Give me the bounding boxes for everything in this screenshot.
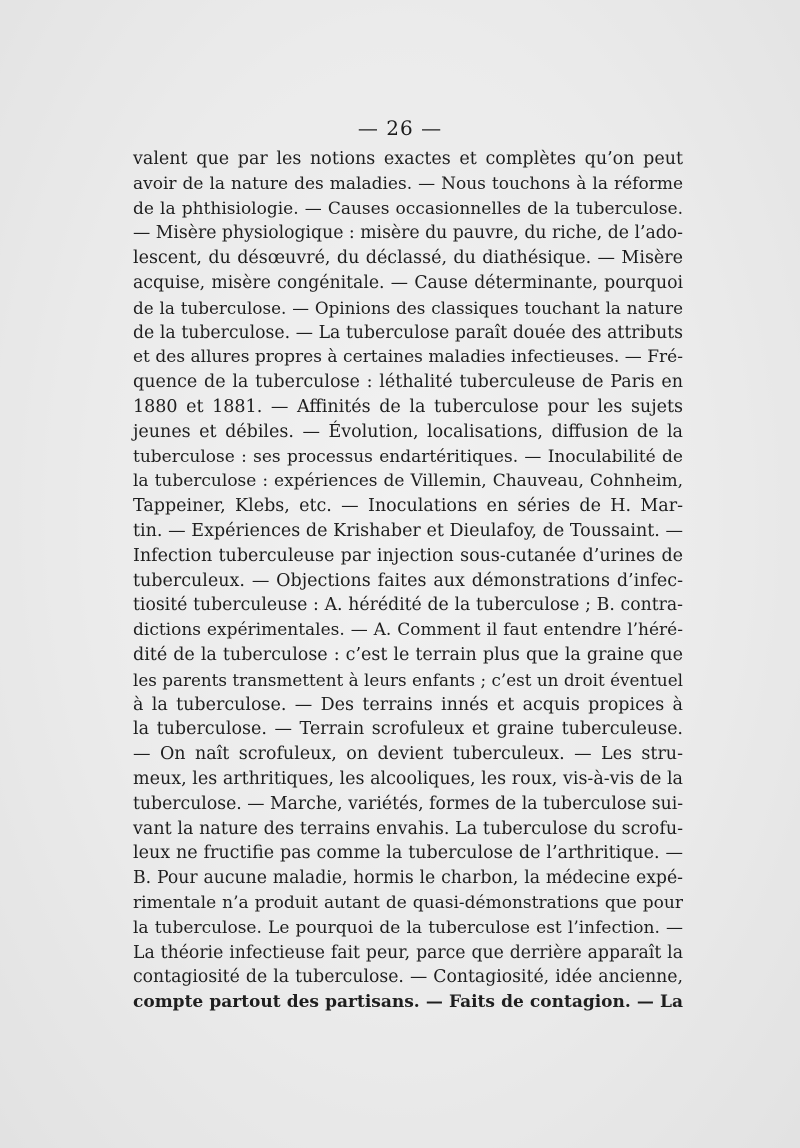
text-line: de la tuberculose. — Opinions des classiques touchant la nature	[133, 297, 683, 318]
text-line: dictions expérimentales. — A. Comment il faut entendre l’héré-	[133, 620, 683, 641]
text-line: La théorie infectieuse fait peur, parce que derrière apparaît la	[133, 942, 683, 963]
text-line: tuberculose : ses processus endartéritiques. — Inoculabilité de	[133, 446, 683, 467]
text-line: de la phthisiologie. — Causes occasionnelles de la tuberculose.	[133, 198, 683, 219]
text-line: tuberculose. — Marche, variétés, formes de la tuberculose sui-	[133, 793, 684, 814]
body-text	[133, 147, 683, 1015]
text-line: — Misère physiologique : misère du pauvre, du riche, de l’ado-	[133, 223, 683, 244]
text-line: contagiosité de la tuberculose. — Contagiosité, idée ancienne,	[133, 967, 683, 988]
text-line: compte partout des partisans. — Faits de contagion. — La	[133, 992, 683, 1013]
text-line: acquise, misère congénitale. — Cause déterminante, pourquoi	[133, 272, 683, 293]
text-line: leux ne fructifie pas comme la tuberculose de l’arthritique. —	[133, 843, 683, 864]
text-line: B. Pour aucune maladie, hormis le charbon, la médecine expé-	[133, 868, 683, 889]
text-line: Infection tuberculeuse par injection sous-cutanée d’urines de	[133, 545, 683, 566]
text-line: tiosité tuberculeuse : A. hérédité de la tuberculose ; B. contra-	[133, 595, 683, 616]
text-line: Tappeiner, Klebs, etc. — Inoculations en séries de H. Mar-	[133, 496, 683, 517]
text-line: avoir de la nature des maladies. — Nous touchons à la réforme	[133, 173, 683, 194]
text-line: quence de la tuberculose : léthalité tuberculeuse de Paris en	[133, 372, 683, 393]
text-line: la tuberculose. — Terrain scrofuleux et graine tuberculeuse.	[133, 719, 683, 740]
text-line: rimentale n’a produit autant de quasi-démonstrations que pour	[133, 892, 683, 913]
text-line: les parents transmettent à leurs enfants ; c’est un droit éventuel	[133, 669, 683, 690]
text-line: de la tuberculose. — La tuberculose paraît douée des attributs	[133, 322, 683, 343]
text-line: tuberculeux. — Objections faites aux démonstrations d’infec-	[133, 570, 683, 591]
page-number: — 26 —	[357, 116, 443, 140]
text-line: la tuberculose : expériences de Villemin, Chauveau, Cohnheim,	[133, 471, 683, 492]
text-line: meux, les arthritiques, les alcooliques, les roux, vis-à-vis de la	[133, 768, 683, 789]
text-line: — On naît scrofuleux, on devient tuberculeux. — Les stru-	[133, 744, 683, 765]
text-line: lescent, du désœuvré, du déclassé, du diathésique. — Misère	[133, 248, 683, 269]
text-line: à la tuberculose. — Des terrains innés et acquis propices à	[133, 694, 683, 715]
text-line: valent que par les notions exactes et complètes qu’on peut	[133, 149, 683, 169]
text-line: jeunes et débiles. — Évolution, localisations, diffusion de la	[133, 421, 683, 442]
text-line: vant la nature des terrains envahis. La tuberculose du scrofu-	[133, 818, 683, 839]
text-line: tin. — Expériences de Krishaber et Dieulafoy, de Toussaint. —	[133, 520, 683, 541]
text-line: 1880 et 1881. — Affinités de la tuberculose pour les sujets	[133, 396, 683, 417]
text-line: la tuberculose. Le pourquoi de la tuberculose est l’infection. —	[133, 917, 683, 938]
text-line: dité de la tuberculose : c’est le terrain plus que la graine que	[133, 644, 683, 665]
text-line: et des allures propres à certaines maladies infectieuses. — Fré-	[133, 347, 683, 368]
